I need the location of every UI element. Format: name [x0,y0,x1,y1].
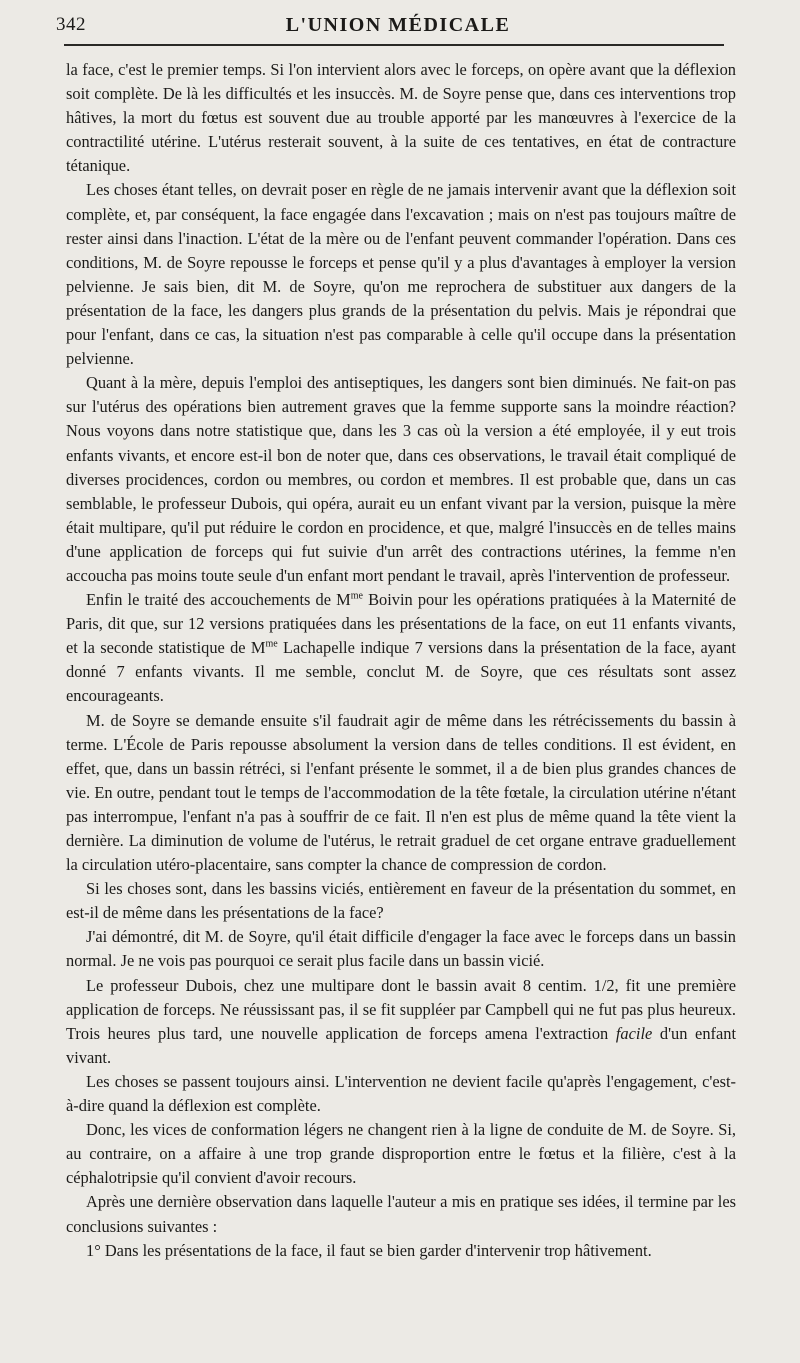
paragraph: 1° Dans les présentations de la face, il faut se bien garder d'intervenir trop hâtivement. [86,1240,652,1260]
header-rule [64,44,724,46]
text-run: Enfin le traité des accouchements de M [86,590,351,610]
running-title: L'UNION MÉDICALE [285,14,511,36]
text-run: Lachapelle indique 7 versions dans la présentation de la face, ayant donné 7 enfants vivants. Il me semble, conclut M. de Soyre, que ces résultats sont assez encourageants. [66,638,736,706]
paragraph: Quant à la mère, depuis l'emploi des antiseptiques, les dangers sont bien diminués. Ne fait-on pas sur l'utérus des opérations bien autrement graves que la femme supporte sans la moindre réaction? Nous voyons dans notre statistique que, dans les 3 cas où la version a été employée, il y eut trois enfants vivants, et encore est-il bon de noter que, dans ces observations, le travail était compliqué de diverses procidences, cordon ou membres, ou cordon et membres. Il est probable que, dans un cas semblable, le professeur Dubois, qui opéra, aurait eu un enfant vivant par la version, puisque la mère était multipare, qu'il put réduire le cordon en procidence, et que, malgré l'insuccès en de telles mains d'une application de forceps qui fut suivie d'un arrêt des contractions utérines, la femme n'en accoucha pas moins toute seule d'un enfant mort pendant le travail, après l'intervention de professeur. [66,373,736,585]
superscript: me [350,590,363,602]
text-run: d'un enfant vivant. [66,1023,737,1067]
paragraph: J'ai démontré, dit M. de Soyre, qu'il était difficile d'engager la face avec le forceps dans un bassin normal. Je ne vois pas pourquoi ce serait plus facile dans un bassin vicié. [66,927,736,971]
paragraph: Les choses se passent toujours ainsi. L'intervention ne devient facile qu'après l'engagement, c'est-à-dire quand la déflexion est complète. [66,1071,736,1116]
running-header [56,10,740,40]
text-run: Boivin pour les opérations pratiquées à la Maternité de Paris, dit que, sur 12 versions pratiquées dans les présentations de la face, on eut 11 enfants vivants, et la seconde statistique de M [66,590,736,658]
paragraph: la face, c'est le premier temps. Si l'on intervient alors avec le forceps, on opère avant que la déflexion soit complète. De là les difficultés et les insuccès. M. de Soyre pense que, dans ces interventions trop hâtives, la mort du fœtus est souvent due au trouble apporté par les manœuvres à l'exercice de la contractilité utérine. L'utérus resterait souvent, à la suite de ces tentatives, en état de contracture tétanique. [66,60,736,176]
superscript: me [265,638,278,650]
paragraph: Donc, les vices de conformation légers ne changent rien à la ligne de conduite de M. de Soyre. Si, au contraire, on a affaire à une trop grande disproportion entre le fœtus et la filière, c'est à la céphalotripsie qu'il convient d'avoir recours. [66,1120,736,1188]
paragraph: M. de Soyre se demande ensuite s'il faudrait agir de même dans les rétrécissements du bassin à terme. L'École de Paris repousse absolument la version dans de telles conditions. Il est évident, en effet, que, dans un bassin rétréci, si l'enfant présente le sommet, il a de bien plus grandes chances de vie. En outre, pendant tout le temps de l'accommodation de la tête fœtale, la circulation utérine n'étant pas interrompue, l'enfant n'a pas à souffrir de ce fait. Il n'en est plus de même quand la tête vient la dernière. La diminution de volume de l'utérus, le retrait graduel de cet organe entrave graduellement la circulation utéro-placentaire, sans compter la chance de compression de cordon. [66,710,736,875]
paragraph [66,588,736,708]
paragraph: Les choses étant telles, on devrait poser en règle de ne jamais intervenir avant que la déflexion soit complète, et, par conséquent, la face engagée dans l'excavation ; mais on n'est pas toujours maître de rester ainsi dans l'inaction. L'état de la mère ou de l'enfant peuvent commander l'opération. Dans ces conditions, M. de Soyre repousse le forceps et pense qu'il y a plus d'avantages à employer la version pelvienne. Je sais bien, dit M. de Soyre, qu'on me reprochera de substituer aux dangers de la présentation de la face, les dangers plus grands de la présentation du pelvis. Mais je répondrai que pour l'enfant, dans ce cas, la situation n'est pas comparable à celle qu'il occupe dans la présentation pelvienne. [66,180,736,369]
paragraph [66,974,736,1070]
text-run: Le professeur Dubois, chez une multipare dont le bassin avait 8 centim. 1/2, fit une première application de forceps. Ne réussissant pas, il se fit suppléer par Campbell qui ne fut pas plus heureux. Trois heures plus tard, une nouvelle application de forceps amena l'extraction [66,975,736,1043]
page-number: 342 [56,14,86,35]
paragraph: Si les choses sont, dans les bassins viciés, entièrement en faveur de la présentation du sommet, en est-il de même dans les présentations de la face? [66,879,736,923]
italic-word: facile [615,1023,653,1043]
article-body [66,58,736,1263]
paragraph: Après une dernière observation dans laquelle l'auteur a mis en pratique ses idées, il termine par les conclusions suivantes : [66,1192,736,1236]
